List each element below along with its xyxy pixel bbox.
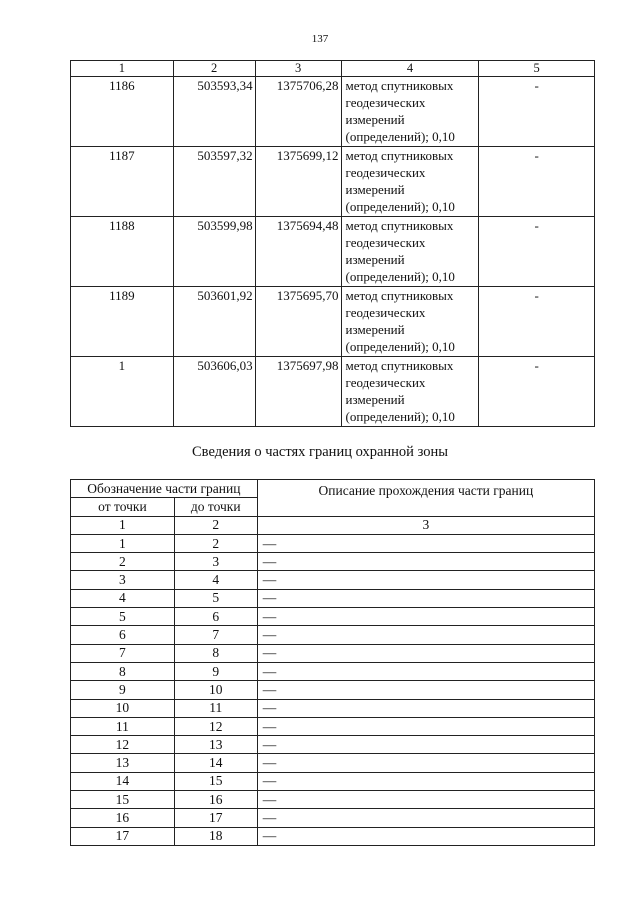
from-point: 10 — [71, 699, 175, 717]
coordinate-y: 1375694,48 — [255, 217, 341, 287]
column-5-value: - — [479, 147, 595, 217]
table-row — [71, 589, 595, 607]
part-description: — — [257, 717, 594, 735]
method-line: метод спутниковых — [345, 288, 454, 303]
method-line: метод спутниковых — [345, 358, 454, 373]
method-line: метод спутниковых — [345, 218, 454, 233]
parts-header-row-1 — [71, 480, 595, 498]
part-description: — — [257, 553, 594, 571]
point-number: 1 — [71, 357, 174, 427]
to-point: 6 — [174, 608, 257, 626]
from-point: 1 — [71, 534, 175, 552]
from-point: 14 — [71, 772, 175, 790]
to-point: 7 — [174, 626, 257, 644]
parts-header-from: от точки — [71, 498, 175, 516]
page-number: 137 — [311, 33, 329, 45]
from-point: 5 — [71, 608, 175, 626]
coordinates-table — [70, 60, 595, 427]
coordinate-y: 1375697,98 — [255, 357, 341, 427]
coords-header-5: 5 — [479, 61, 595, 77]
part-description: — — [257, 571, 594, 589]
table-row — [71, 553, 595, 571]
table-row — [71, 736, 595, 754]
to-point: 4 — [174, 571, 257, 589]
part-description: — — [257, 589, 594, 607]
from-point: 16 — [71, 809, 175, 827]
table-row — [71, 827, 595, 845]
method-line: геодезических — [345, 235, 426, 250]
coordinate-y: 1375695,70 — [255, 287, 341, 357]
part-description: — — [257, 608, 594, 626]
part-description: — — [257, 736, 594, 754]
method-line: измерений — [345, 392, 405, 407]
part-description: — — [257, 754, 594, 772]
to-point: 13 — [174, 736, 257, 754]
table-row — [71, 717, 595, 735]
to-point: 10 — [174, 681, 257, 699]
table-row — [71, 644, 595, 662]
to-point: 12 — [174, 717, 257, 735]
parts-number-row — [71, 516, 595, 534]
table-row — [71, 77, 595, 147]
to-point: 5 — [174, 589, 257, 607]
part-description: — — [257, 809, 594, 827]
to-point: 9 — [174, 662, 257, 680]
to-point: 3 — [174, 553, 257, 571]
method-line: измерений — [345, 252, 405, 267]
part-description: — — [257, 644, 594, 662]
method-line: геодезических — [345, 95, 426, 110]
from-point: 13 — [71, 754, 175, 772]
method-line: (определений); 0,10 — [345, 409, 455, 424]
part-description: — — [257, 681, 594, 699]
to-point: 2 — [174, 534, 257, 552]
part-description: — — [257, 534, 594, 552]
parts-body — [71, 534, 595, 845]
point-number: 1189 — [71, 287, 174, 357]
column-5-value: - — [479, 357, 595, 427]
method-line: (определений); 0,10 — [345, 199, 455, 214]
coords-header-2: 2 — [173, 61, 255, 77]
coords-header-row — [71, 61, 595, 77]
coordinate-x: 503606,03 — [173, 357, 255, 427]
method-description — [341, 147, 479, 217]
coords-header-4: 4 — [341, 61, 479, 77]
to-point: 15 — [174, 772, 257, 790]
table-row — [71, 626, 595, 644]
coords-header-1: 1 — [71, 61, 174, 77]
coordinate-y: 1375699,12 — [255, 147, 341, 217]
to-point: 8 — [174, 644, 257, 662]
table-row — [71, 608, 595, 626]
method-description — [341, 287, 479, 357]
part-description: — — [257, 772, 594, 790]
from-point: 2 — [71, 553, 175, 571]
part-description: — — [257, 626, 594, 644]
coordinate-x: 503601,92 — [173, 287, 255, 357]
method-line: измерений — [345, 322, 405, 337]
table-row — [71, 772, 595, 790]
parts-header-group: Обозначение части границ — [71, 480, 258, 498]
from-point: 12 — [71, 736, 175, 754]
part-description: — — [257, 699, 594, 717]
parts-header-desc: Описание прохождения части границ — [257, 480, 594, 517]
boundary-parts-table — [70, 479, 595, 846]
method-line: геодезических — [345, 165, 426, 180]
part-description: — — [257, 827, 594, 845]
from-point: 17 — [71, 827, 175, 845]
table-row — [71, 791, 595, 809]
method-line: (определений); 0,10 — [345, 339, 455, 354]
parts-num-3: 3 — [257, 516, 594, 534]
method-line: метод спутниковых — [345, 78, 454, 93]
table-row — [71, 357, 595, 427]
method-line: геодезических — [345, 305, 426, 320]
table-row — [71, 699, 595, 717]
coordinate-x: 503597,32 — [173, 147, 255, 217]
method-line: геодезических — [345, 375, 426, 390]
section-title: Сведения о частях границ охранной зоны — [192, 444, 448, 460]
coordinate-x: 503599,98 — [173, 217, 255, 287]
to-point: 18 — [174, 827, 257, 845]
to-point: 16 — [174, 791, 257, 809]
column-5-value: - — [479, 217, 595, 287]
table-row — [71, 662, 595, 680]
table-row — [71, 754, 595, 772]
method-line: метод спутниковых — [345, 148, 454, 163]
method-line: (определений); 0,10 — [345, 269, 455, 284]
from-point: 3 — [71, 571, 175, 589]
coordinate-y: 1375706,28 — [255, 77, 341, 147]
from-point: 4 — [71, 589, 175, 607]
parts-header-to: до точки — [174, 498, 257, 516]
table-row — [71, 571, 595, 589]
from-point: 11 — [71, 717, 175, 735]
from-point: 8 — [71, 662, 175, 680]
from-point: 6 — [71, 626, 175, 644]
parts-num-1: 1 — [71, 516, 175, 534]
parts-num-2: 2 — [174, 516, 257, 534]
method-line: измерений — [345, 112, 405, 127]
point-number: 1186 — [71, 77, 174, 147]
method-description — [341, 357, 479, 427]
from-point: 9 — [71, 681, 175, 699]
table-row — [71, 681, 595, 699]
method-description — [341, 77, 479, 147]
to-point: 17 — [174, 809, 257, 827]
column-5-value: - — [479, 77, 595, 147]
table-row — [71, 809, 595, 827]
part-description: — — [257, 662, 594, 680]
method-line: измерений — [345, 182, 405, 197]
column-5-value: - — [479, 287, 595, 357]
coords-body — [71, 77, 595, 427]
method-line: (определений); 0,10 — [345, 129, 455, 144]
coords-header-3: 3 — [255, 61, 341, 77]
to-point: 14 — [174, 754, 257, 772]
point-number: 1188 — [71, 217, 174, 287]
table-row — [71, 287, 595, 357]
part-description: — — [257, 791, 594, 809]
point-number: 1187 — [71, 147, 174, 217]
from-point: 7 — [71, 644, 175, 662]
table-row — [71, 147, 595, 217]
method-description — [341, 217, 479, 287]
from-point: 15 — [71, 791, 175, 809]
table-row — [71, 534, 595, 552]
to-point: 11 — [174, 699, 257, 717]
coordinate-x: 503593,34 — [173, 77, 255, 147]
table-row — [71, 217, 595, 287]
